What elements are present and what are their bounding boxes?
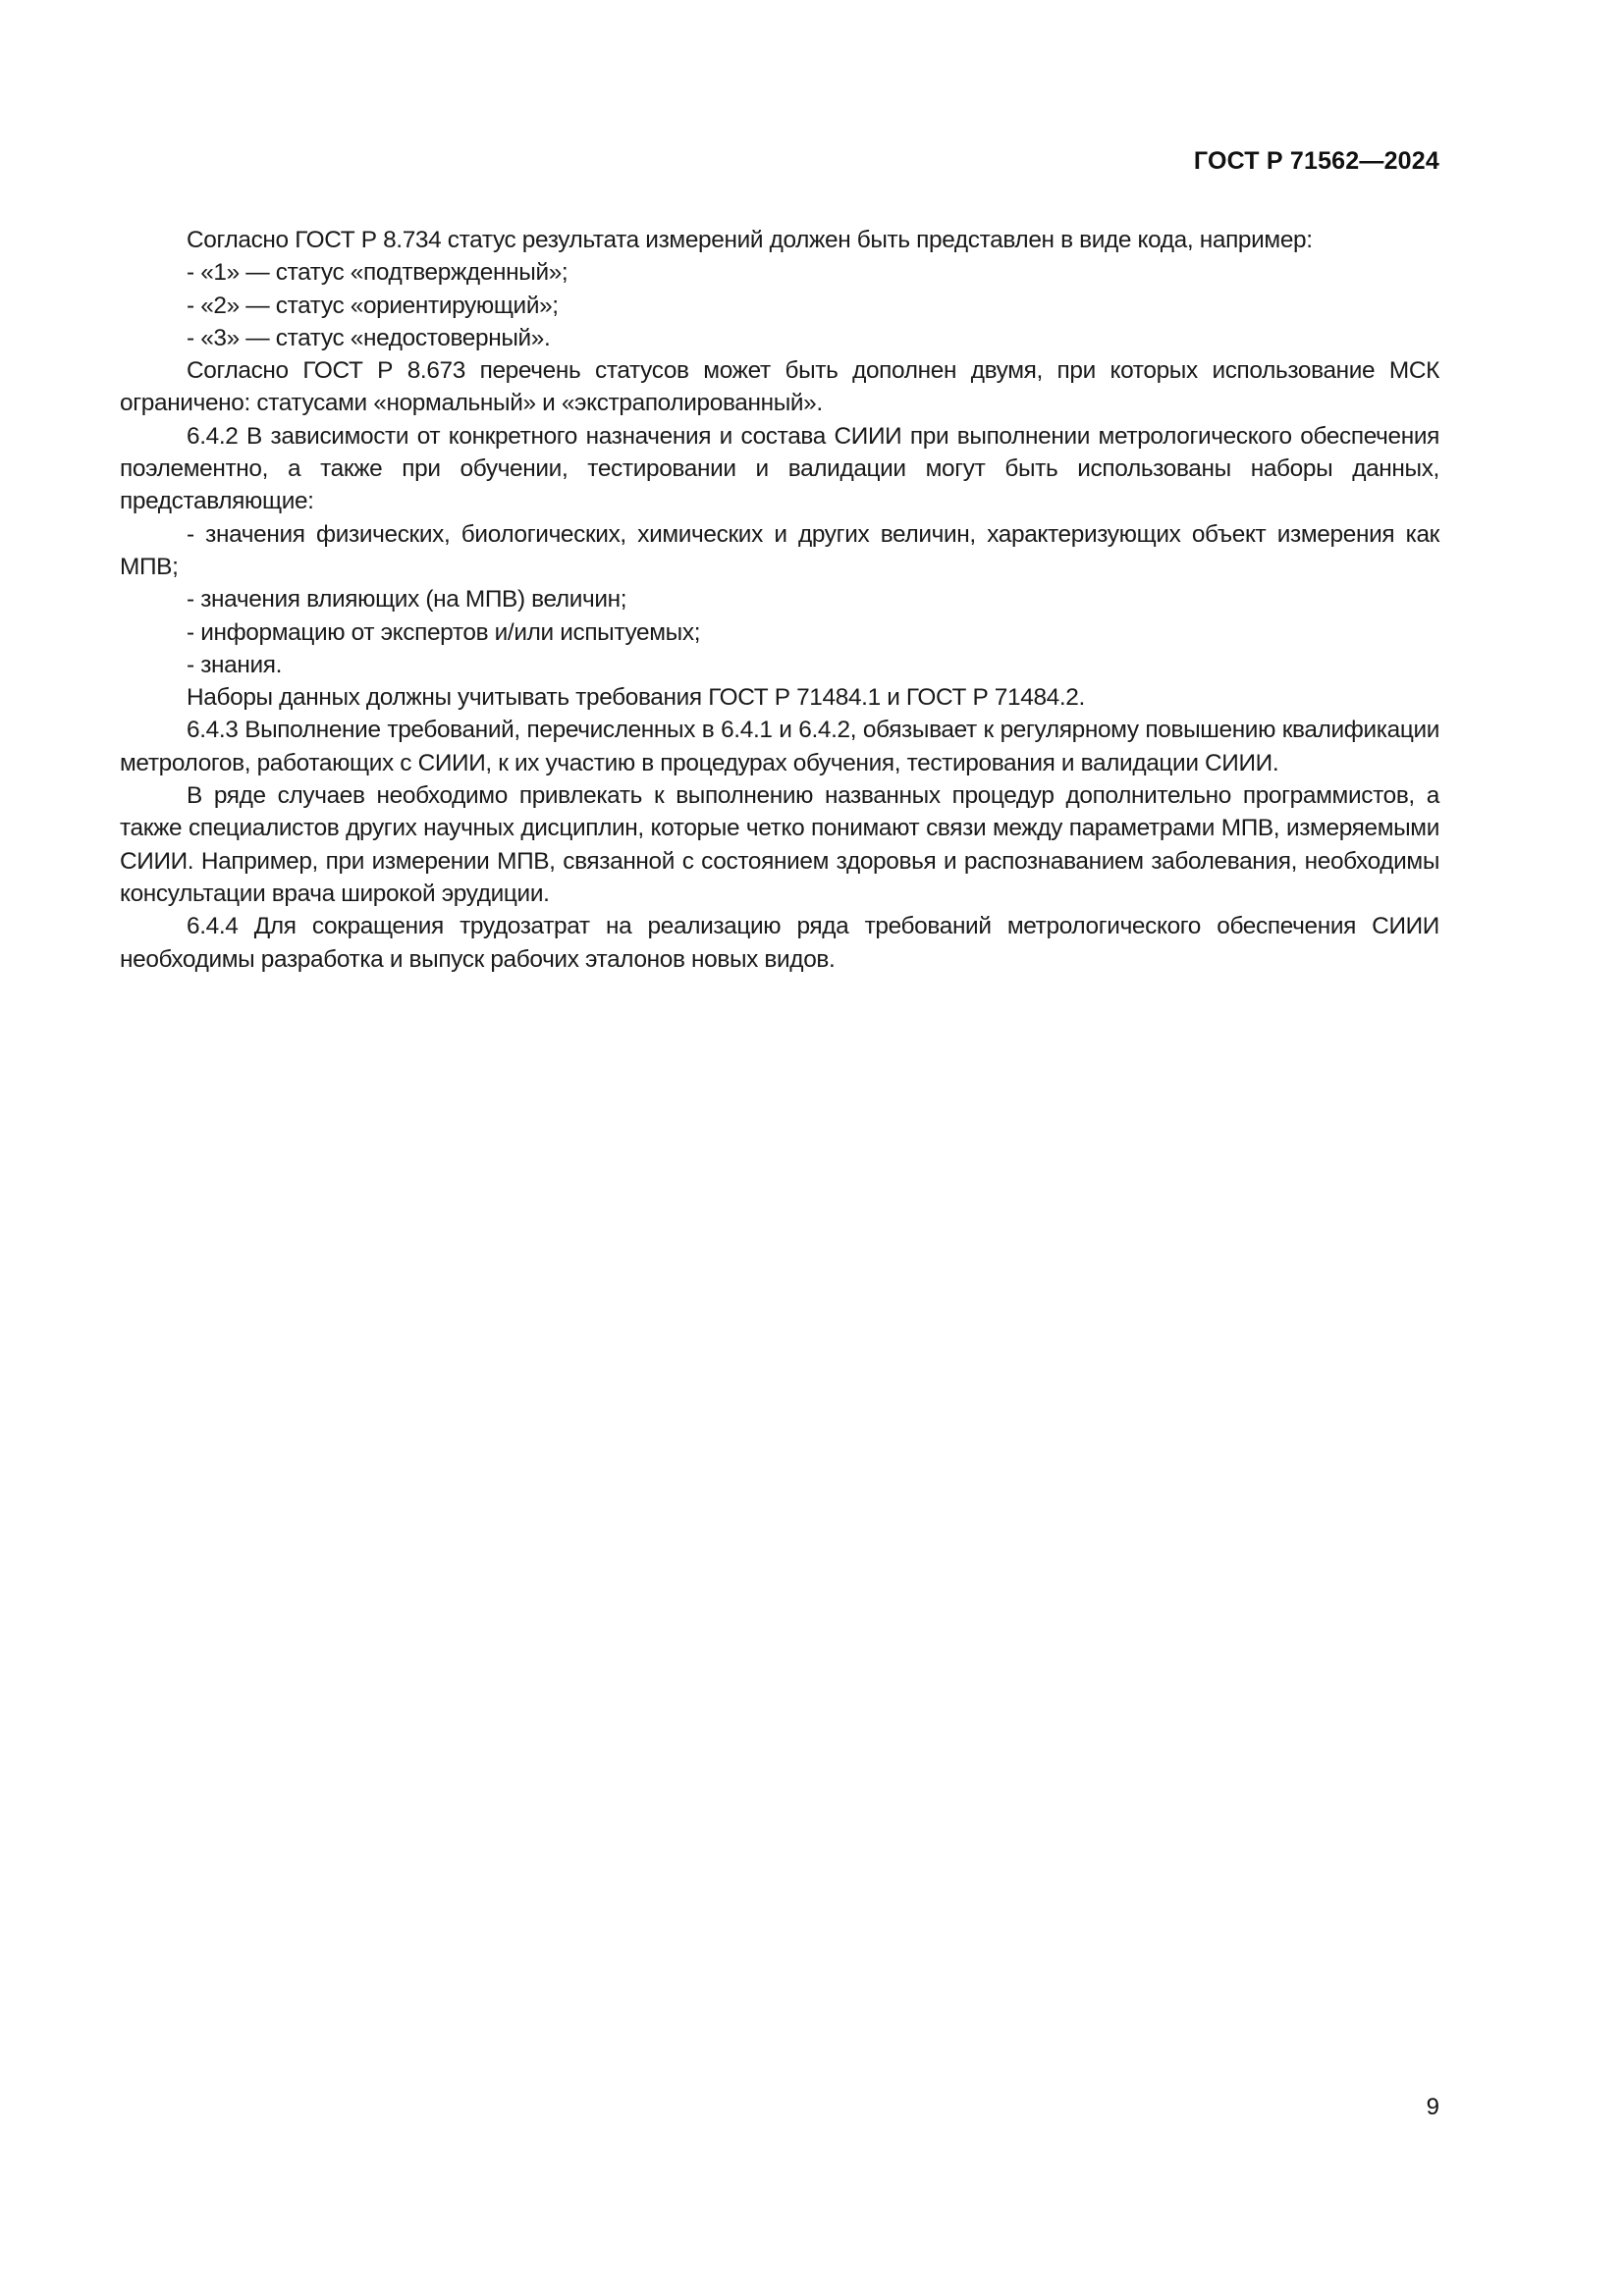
paragraph-6-4-2: 6.4.2 В зависимости от конкретного назначения и состава СИИИ при выполнении метрологического обеспечения поэлементно, а также при обучении, тестировании и валидации могут быть использованы наборы данных, представляющие: xyxy=(120,422,1439,515)
list-item-influencing-values: - значения влияющих (на МПВ) величин; xyxy=(187,586,627,614)
paragraph-datasets-requirements: Наборы данных должны учитывать требования ГОСТ Р 71484.1 и ГОСТ Р 71484.2. xyxy=(187,684,1085,712)
list-item-physical-values: - значения физических, биологических, химических и других величин, характеризующих объект измерения как МПВ; xyxy=(120,520,1439,580)
paragraph-6-4-4: 6.4.4 Для сокращения трудозатрат на реализацию ряда требований метрологического обеспечения СИИИ необходимы разработка и выпуск рабочих эталонов новых видов. xyxy=(120,913,1439,973)
list-item-status-1: - «1» — статус «подтвержденный»; xyxy=(187,259,568,287)
document-code-header: ГОСТ Р 71562—2024 xyxy=(1193,147,1439,175)
list-item-status-3: - «3» — статус «недостоверный». xyxy=(187,324,551,351)
page-number: 9 xyxy=(1426,2094,1439,2120)
list-item-status-2: - «2» — статус «ориентирующий»; xyxy=(187,292,559,319)
paragraph-6-4-3: 6.4.3 Выполнение требований, перечисленных в 6.4.1 и 6.4.2, обязывает к регулярному повышению квалификации метрологов, работающих с СИИИ, к их участию в процедурах обучения, тестирования и валидации СИИИ. xyxy=(120,717,1439,776)
list-item-expert-information: - информацию от экспертов и/или испытуемых; xyxy=(187,618,701,646)
list-item-knowledge: - знания. xyxy=(187,651,283,678)
page-body xyxy=(120,224,1439,976)
paragraph-status-code-intro: Согласно ГОСТ Р 8.734 статус результата измерений должен быть представлен в виде кода, например: xyxy=(187,227,1313,253)
paragraph-specialists: В ряде случаев необходимо привлекать к выполнению названных процедур дополнительно программистов, а также специалистов других научных дисциплин, которые четко понимают связи между параметрами МПВ, измеряемыми СИИИ. Например, при измерении МПВ, связанной с состоянием здоровья и распознаванием заболевания, необходимы консультации врача широкой эрудиции. xyxy=(120,782,1439,907)
paragraph-status-extension: Согласно ГОСТ Р 8.673 перечень статусов может быть дополнен двумя, при которых использование МСК ограничено: статусами «нормальный» и «экстраполированный». xyxy=(120,357,1439,417)
